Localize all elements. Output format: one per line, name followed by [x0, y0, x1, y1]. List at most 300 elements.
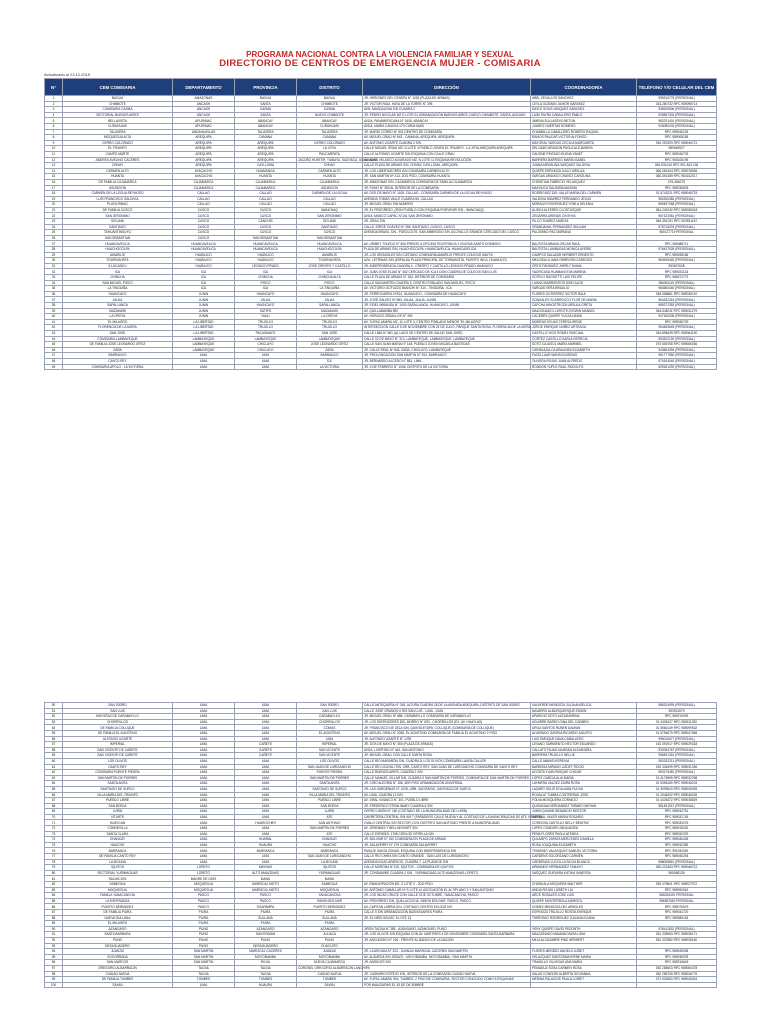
cell-district: JACOBO HUNTER, TIABAYA, SACHACA, UCHUMAYO	[298, 157, 378, 162]
cell-district: ICA	[297, 269, 363, 275]
cell-address: JR. CIRO ALEGRÍA N° 156, 3ER PISO URBANIZACIÓN UNIVERSAL	[363, 781, 531, 787]
cell-cem: FLORENCIA DE LA MORA	[63, 325, 173, 331]
cell-department: LIMA	[173, 809, 235, 815]
cell-province: ABANCAY	[235, 118, 297, 124]
cell-department: PASCO	[173, 898, 235, 904]
cell-coordinator: NAVARRO ALBURQUERQUE EDWIN	[531, 708, 637, 714]
cell-department: AREQUIPA	[173, 163, 235, 169]
cell-cem: IQUITOS	[63, 865, 173, 871]
cell-number: 47	[45, 353, 63, 359]
cell-district: TALAVERA	[297, 129, 363, 135]
cell-province: HUAURA	[235, 982, 297, 988]
cell-cem: JAUJA	[63, 297, 173, 303]
cell-coordinator: SOTELO RAGGETTI LUIS FELIPE	[531, 275, 637, 281]
cell-district: BARRANCA	[297, 848, 363, 854]
cell-district: JOSE LEONARDO ORTIZ	[297, 342, 363, 348]
cell-coordinator: MALDONADO LLEROTEJ EDWIN MANUEL	[531, 308, 637, 314]
cell-coordinator: JIMENA SULLASEVO BETUN	[531, 118, 637, 124]
cell-province: HUANCAYO	[235, 291, 297, 297]
cell-phone: RPC 989015152	[637, 826, 717, 832]
cell-number: 49	[45, 364, 63, 370]
cell-cem: SAN JERONIMO	[63, 213, 173, 219]
cell-coordinator: ANDIA ROJAS LIZBETH LILI	[531, 887, 637, 893]
cell-coordinator: PEMADUZ SOSA CARMEN ROSA	[531, 965, 637, 971]
cell-address: JR. MIGUEL GRAU CON CALLE SANTA ROSA	[363, 753, 531, 759]
cell-number: 88	[45, 915, 63, 921]
cell-district: PUEBLO LIBRE	[297, 798, 363, 804]
cell-cem: EL MILAGRO	[63, 921, 173, 927]
cell-province: LIMA	[235, 826, 297, 832]
cell-district: SAN ISIDRO	[297, 703, 363, 709]
cell-coordinator: MAYORAL VARGAS CECILIA MARGARITA	[531, 140, 637, 146]
directory-table-page-1	[44, 78, 717, 370]
cell-phone: 052 286603 RPC 989084478	[637, 965, 717, 971]
cell-coordinator: PILCO SUÁREZ MARIZA	[531, 219, 637, 225]
cell-number: 18	[45, 191, 63, 197]
cell-district: CORONEL GREGORIO ALBARRACIN LANCHIPA	[298, 966, 370, 971]
cell-department: AMAZONAS	[173, 96, 235, 102]
cell-department: HUÁNUCO	[173, 263, 235, 269]
cell-cem: JUANJUI	[63, 949, 173, 955]
cell-number: 87	[45, 909, 63, 915]
cell-department: JUNIN	[173, 308, 235, 314]
cell-address: AV. JUAN VELASCO ALVARADO MZ. N LOTE 11 ESQUINA REVOLUCION	[363, 157, 531, 163]
cell-cem: SAN MARCOS	[63, 960, 173, 966]
cell-district: HUANCAYO	[297, 291, 363, 297]
cell-province: SAN SEBASTIAN	[235, 235, 297, 241]
cell-district: CAMANA	[297, 135, 363, 141]
cell-address: JR. LOS OLIVOS S/N ESQUINA CON AV. MÁRTIRES 4 DE NOVIEMBRE COMISARÍA SANTA BARBARA	[363, 932, 531, 938]
cell-province: CALLAO	[235, 202, 297, 208]
cell-number: 57	[45, 742, 63, 748]
cell-address: PASAJE SANTA ZONAS, ESQUINA CON INDEPENDENCIA S/N	[363, 848, 531, 854]
cell-coordinator: ALVARADO GAVIRIA RICARDO AGUSTO	[531, 730, 637, 736]
cell-cem: AMARILIS	[63, 252, 173, 258]
cell-coordinator: ACOSTA YUAN PASQUE CHICAR	[531, 770, 637, 776]
cell-phone: 051 337882 RPC 989036160	[637, 937, 717, 943]
cell-cem: PLAYA RIMAC	[63, 202, 173, 208]
cell-cem: SALVACION	[63, 876, 173, 882]
cell-phone: 076-366279	[637, 179, 717, 185]
cell-district: BAGUA	[297, 96, 363, 102]
cell-province: MARISCAL NIETO	[235, 887, 297, 893]
cell-number: 33	[45, 275, 63, 281]
cell-province: MOYOBAMBA	[235, 954, 297, 960]
cell-address: JR. SAN MARTÍN Nº 413, 2DO PISO, COMISARÍA HUANTA	[363, 174, 531, 180]
cell-number: 45	[45, 342, 63, 348]
cell-address: JR. BERNARDO ALCEDO N° 881, LIMA	[363, 358, 531, 364]
cell-address: CALLE ALFONSO UGARTE S/N ESQUINA CON CALLE GRAU	[363, 151, 531, 157]
cell-district: NUEVA CAJAMARCA	[297, 960, 363, 966]
cell-phone: 051 335963 RPC 989036171	[637, 932, 717, 938]
cell-cem: ICA	[63, 269, 173, 275]
cell-coordinator: VARGAS ARANGO CHAVEZ CAROLINA	[531, 174, 637, 180]
cell-department: PASCO	[173, 893, 235, 899]
cell-district: CALLAO	[297, 196, 363, 202]
cell-department: ANCASH	[173, 112, 235, 118]
cell-number: 66	[45, 792, 63, 798]
cell-cem: SECTORIAL BUENOS AIRES	[63, 112, 173, 118]
cell-department: CUSCO	[173, 230, 235, 236]
cell-coordinator: URGA SANTOS RUBEN DAMIAN	[531, 725, 637, 731]
cell-address: CALLE 02 DE MAYO N° 313, LAMBAYEQUE, LAMBAYEQUE, LAMBAYEQUE	[363, 336, 531, 342]
header-coordinator: COORDINADOR/A	[531, 79, 637, 96]
cell-province: CASMA	[235, 107, 297, 113]
cell-province: CHICLAYO	[235, 347, 297, 353]
cell-address: AV. VICTORIO GOTUZZO BIANCHI N° 310 - TINGUIÑA - ICA	[363, 286, 531, 292]
cell-cem: PUERTO BERMUDEZ	[63, 904, 173, 910]
cell-district: SAMEGUA	[297, 882, 363, 888]
cell-phone: RPC 989045938	[637, 949, 717, 955]
cell-phone: 995316775 (PERSONAL)	[637, 96, 717, 102]
cell-district: HUACHO	[297, 842, 363, 848]
cell-province: LIMA	[235, 730, 297, 736]
cell-cem: DE FAMILIA CUSCO	[63, 207, 173, 213]
table-body-page-2	[45, 703, 717, 988]
cell-province: LIMA	[235, 764, 297, 770]
cell-number: 46	[45, 347, 63, 353]
cell-address: AVDA. MARÍA CANCHA 170 CURAHUASI	[363, 123, 531, 129]
directory-table-page-2	[44, 702, 717, 988]
cell-address: JR. LA ARCADA N° 323 - JUANJUI MARISCAL CÁCERES SAN MARTÍN	[363, 949, 531, 955]
cell-number: 92	[45, 937, 63, 943]
cell-province: SULLANA	[235, 915, 297, 921]
cell-number: 8	[45, 135, 63, 141]
cell-district: BARRANCO	[297, 353, 363, 359]
cell-cem: SANTA CLARA	[63, 831, 173, 837]
cell-department: LIMA	[173, 730, 235, 736]
cell-coordinator: GRANDAHAL FERNANDEZ WILLIAM	[531, 224, 637, 230]
cell-province: LEONCIO PRADO	[235, 263, 297, 269]
cell-coordinator: FLORES GUTIERREZ VICTOR RAUL	[531, 291, 637, 297]
cell-coordinator: JUANA MEDALINA VASQUEZ VALDIVIA	[531, 163, 637, 169]
cell-district: ZAÑA	[297, 347, 363, 353]
cell-cem: HUANCAVELICA	[63, 241, 173, 247]
cell-district: MOQUEGUA	[297, 887, 363, 893]
cell-province: AZANGARO	[235, 926, 297, 932]
cell-phone: RPC 989008165	[637, 135, 717, 141]
cell-phone: 953322190 (PERSONAL)	[637, 336, 717, 342]
cell-province: JAUJA	[235, 297, 297, 303]
cell-province: AREQUIPA	[235, 157, 297, 163]
cell-district: SAN MARTIN DE PORRES	[297, 826, 363, 832]
cell-address: AV. ALAMEDA S/N, BRAZO - MOYOBAMBA, MOYOBAMBA - SAN MARTIN	[363, 954, 531, 960]
table-row	[45, 982, 717, 988]
cell-department: CUSCO	[173, 224, 235, 230]
cell-province: LIMA	[235, 358, 297, 364]
cell-cem: CONDEVILLA	[63, 826, 173, 832]
cell-address: JR. VICTOR RAUL HAYA DE LA TORRE N° 296	[363, 101, 531, 107]
cell-province: TRUJILLO	[235, 325, 297, 331]
cell-phone: RPC 986372773	[637, 275, 717, 281]
cell-coordinator: QUISPE ESPINOZA JULIO URSULA	[531, 168, 637, 174]
cell-province: LAMBAYEQUE	[235, 336, 297, 342]
cell-department: LIMA	[173, 820, 235, 826]
cell-number: 26	[45, 235, 63, 241]
cell-cem: LOS OLIVOS	[63, 758, 173, 764]
cell-department: HUÁNUCO	[173, 258, 235, 264]
cell-cem: ASUNCION	[63, 185, 173, 191]
cell-district: PIURA	[297, 921, 363, 927]
cell-phone	[637, 982, 717, 988]
cell-coordinator: ARCE ROSALES JOSE LUIS	[531, 893, 637, 899]
cell-district: WANCHAQ	[297, 207, 363, 213]
cell-province: CANCHIS	[235, 219, 297, 225]
cell-department: CAJAMARCA	[173, 185, 235, 191]
cell-province: TACNA	[235, 965, 297, 971]
cell-phone: 967323361 (PERSONAL)	[637, 213, 717, 219]
cell-phone: RPC 989031133	[637, 269, 717, 275]
cell-address: AV. TUPAC AMARU MZ. 11 LOTE 3, CENTRO POBLADO MENOR "EL MILAGRO"	[363, 319, 531, 325]
cell-department: AREQUIPA	[173, 151, 235, 157]
cell-address: JR. JOSÉ GÁLVEZ Nº 583, JAUJA, JAUJA, JUNÍN	[363, 297, 531, 303]
cell-phone: 066-281544 RPC 989078096	[637, 168, 717, 174]
cell-phone: 072 526363 RPC 989046334	[637, 977, 717, 983]
cell-coordinator: ARMANDO HERNANDEZ TAMAYO	[531, 865, 637, 871]
cell-phone: 968253491 PERSONAL	[637, 893, 717, 899]
cell-department: TUMBES	[173, 977, 235, 983]
cell-coordinator: QUIGANAA HERNANDEZ THBIMO NATHAN	[531, 803, 637, 809]
cell-province: TALAVERA	[235, 129, 297, 135]
cell-phone: RPC 989085118	[637, 915, 717, 921]
cell-phone: 951777960 (PERSONAL)	[637, 353, 717, 359]
table-body-page-1	[45, 96, 717, 370]
cell-department: ICA	[173, 280, 235, 286]
cell-district: LA TINGUIÑA	[297, 286, 363, 292]
cell-cem: SANTA ANITA	[63, 781, 173, 787]
cell-address: JR. LOS GIRASOLES S/N COSTADO COMISARÍA AMARILIS FRENTE COLEGIO MAYTA	[363, 252, 531, 258]
cell-department: JUNIN	[173, 297, 235, 303]
cell-address: CERRO UNIÓN N° 160 (COSTADO DE LA MUNICIPALIDAD DE LURIN)	[363, 809, 531, 815]
cell-number: 65	[45, 786, 63, 792]
cell-number: 54	[45, 725, 63, 731]
cell-address: JIRÓN TACNA N° 385 - AZÁNGARO, AZÁNGARO, PUNO	[363, 926, 531, 932]
cell-number: 100	[45, 982, 63, 988]
cell-number: 67	[45, 798, 63, 804]
cell-address: CALLE PLAZA DE ARMAS N° 183, INTERIOR DE COMISARÍA	[363, 275, 531, 281]
cell-province: LIMA	[235, 798, 297, 804]
cell-cem: TAHUANTINSUYO	[63, 230, 173, 236]
cell-number: 69	[45, 809, 63, 815]
cell-address: AV. CAPITAN LARRIA S/N, COSTADO CENTRO EDUCATIVO	[363, 904, 531, 910]
cell-district: CAJAMARCA	[297, 179, 363, 185]
cell-department: LIMA	[173, 848, 235, 854]
cell-province: AREQUIPA	[235, 151, 297, 157]
cell-address: JR. MIGUEL GRAU SIN NÚMERO	[363, 202, 531, 208]
cell-phone: 054 257693 RPC 989046721	[637, 140, 717, 146]
cell-province: PIURA	[235, 909, 297, 915]
cell-cem: VILLA MARIA DEL TRIUNFO	[63, 792, 173, 798]
cell-district: MAZAMARI	[297, 308, 363, 314]
cell-number: 19	[45, 196, 63, 202]
cell-district: SAN VICENTE	[297, 753, 363, 759]
cell-phone: 929181292 (PERSONAL)	[637, 364, 717, 370]
cell-phone: 953483649 (PERSONAL)	[637, 325, 717, 331]
cell-number: 84	[45, 893, 63, 899]
header-department: DEPARTAMENTO	[173, 79, 235, 96]
cell-coordinator: CÁRDENAS LUCCILLA SILVIA BLANCA	[531, 859, 637, 865]
cell-number: 56	[45, 736, 63, 742]
cell-district: SAN BORJA	[297, 803, 363, 809]
cell-department: PIURA	[173, 909, 235, 915]
cell-department: LIMA	[173, 758, 235, 764]
cell-province: HUAROCHIRI	[235, 820, 297, 826]
cell-district: SAYAN	[297, 982, 363, 988]
cell-number: 9	[45, 140, 63, 146]
header-province: PROVINCIA	[235, 79, 297, 96]
cell-cem: CURAHUASI	[63, 123, 173, 129]
cell-department: ANDAHUAYLAS	[173, 129, 235, 135]
cell-department: PIURA	[173, 921, 235, 927]
cell-province: PIURA	[235, 921, 297, 927]
cell-cem: DE FAMILIA CANTO REY	[63, 854, 173, 860]
cell-province: DESAGUADERO	[235, 943, 297, 949]
cell-number: 96	[45, 960, 63, 966]
cell-department: TACNA	[173, 971, 235, 977]
cell-cem: LURIN	[63, 809, 173, 815]
cell-phone: RPC 989032292	[637, 831, 717, 837]
cell-department: LIMA	[173, 714, 235, 720]
cell-cem: SAN ISIDRO	[63, 703, 173, 709]
cell-cem: COMISARIA LAMBAYEQUE	[63, 336, 173, 342]
cell-department: LIMA	[173, 814, 235, 820]
cell-department: LIMA	[173, 719, 235, 725]
cell-phone: 01 5794679 RPC 989047568	[637, 730, 717, 736]
cell-province: CAJAMARCA	[235, 179, 297, 185]
cell-address: AV. ANTONIO UGARTE CUADRA 2 S/N	[363, 140, 531, 146]
cell-department: LIMA	[173, 742, 235, 748]
cell-province: LIMA	[235, 814, 297, 820]
cell-cem: LA TINGUIÑA	[63, 286, 173, 292]
cell-number: 51	[45, 708, 63, 714]
cell-cem: CAMPO MARTE	[63, 151, 173, 157]
cell-phone: RPC 991934329	[637, 848, 717, 854]
cell-province: LIMA	[235, 792, 297, 798]
cell-address: JR. SALAVERRY N° 279 COMISARÍA SALAVERRY	[363, 842, 531, 848]
cell-coordinator: RONDON YUPLE RAUL RODOLFO	[531, 364, 637, 370]
cell-cem: SAPALLANGA	[63, 302, 173, 308]
cell-cem: SANTIAGO	[63, 224, 173, 230]
cell-phone: 952032211 (PERSONAL)	[637, 758, 717, 764]
cell-cem: DE FAMILIA JOSE LEONARDO ORTIZ	[63, 342, 173, 348]
cell-address: CALLE PLAZA DE ARMAS S/N, CHIVAY, CAYLLOMA, AREQUIPA	[363, 163, 531, 169]
cell-department: LIMA	[173, 708, 235, 714]
cell-province: TRUJILLO	[235, 319, 297, 325]
cell-coordinator: THREONIO RODRIGUEZ JULIANA ELIANA	[531, 915, 637, 921]
cell-province: PISCO	[235, 280, 297, 286]
cell-district: LA OROYA	[297, 314, 363, 320]
cell-cem: AZANGARO	[63, 926, 173, 932]
cell-address: POR INAUGURAR EL 30 DE DICIEMBRE	[363, 982, 531, 988]
cell-address: AV. LIMA, CUADRA 13 S/N	[363, 792, 531, 798]
cell-cem: SAN JOSE	[63, 330, 173, 336]
cell-number: 52	[45, 714, 63, 720]
cell-phone: 984560440 (PERSONAL)	[637, 286, 717, 292]
cell-district: CERRO COLORADO	[297, 140, 363, 146]
cell-coordinator: AGUIRRE BAREO GINA DEL CARMEN	[531, 719, 637, 725]
cell-department: CUSCO	[173, 219, 235, 225]
cell-department: LIMA	[173, 792, 235, 798]
cell-cem: SAN MIGUEL PISCO	[63, 280, 173, 286]
cell-phone: 983751401 (PERSONAL)	[637, 118, 717, 124]
cell-coordinator: CARHUAJULCA ARALINEA ELIZABETH	[531, 347, 637, 353]
cell-province: OXAPAMPA	[235, 904, 297, 910]
cell-number: 28	[45, 247, 63, 253]
cell-number: 76	[45, 848, 63, 854]
cell-cem: BAGUA	[63, 96, 173, 102]
cell-phone: 953912679	[637, 708, 717, 714]
cell-coordinator: SALAS CONDORI ALBERTA GIOVANNA	[531, 971, 637, 977]
table-row	[45, 364, 717, 370]
cell-department: LIMA	[173, 703, 235, 709]
cell-number: 36	[45, 291, 63, 297]
cell-department: LIMA	[173, 358, 235, 364]
cell-province: LIMA	[235, 758, 297, 764]
cell-province: ALTO AMAZONAS	[235, 870, 297, 876]
cell-province: CUSCO	[235, 207, 297, 213]
cell-department: PASCO	[173, 904, 235, 910]
cell-cem: MOQUEGUA	[63, 887, 173, 893]
cell-district: MANU	[297, 876, 363, 882]
cell-province: SAN ROMAN	[235, 932, 297, 938]
cell-district: SAN JOSE	[297, 330, 363, 336]
cell-address: AVDA. MANCO CAPAC N°161 SAN JERONIMO	[363, 213, 531, 219]
cell-department: LIMA	[173, 353, 235, 359]
cell-phone: 01 3999543 RPC 989040039	[637, 786, 717, 792]
cell-cem: COMISARIA PUENTE PIEDRA	[63, 770, 173, 776]
cell-cem: ALFONSO UGARTE	[63, 736, 173, 742]
cell-number: 20	[45, 202, 63, 208]
cell-phone: 986324993 (PERSONAL)	[637, 703, 717, 709]
cell-department: MADRE DE DIOS	[173, 876, 235, 882]
cell-department: PIURA	[173, 915, 235, 921]
cell-department: HUANCAVELICA	[173, 247, 235, 253]
cell-phone: RPC 989046254	[637, 854, 717, 860]
cell-coordinator: DELGADO ARAGON PAOLA ALEJANDRA	[531, 146, 637, 152]
cell-address: JR. FRANCISCO DE ZELA S/N, QUINTA ETAPA, COLLIQUE (COMISARÍA DE COLLIQUE)	[363, 725, 531, 731]
cell-district: SIMON BOLIVAR	[297, 898, 363, 904]
cell-department: LIMA	[173, 736, 235, 742]
cell-coordinator: BAUTISTA LUMBAGAS MONICA AYERIE	[531, 247, 637, 253]
cell-address: JR. INDEPENDENCIA CUADRA 4 - CRESPO Y CASTILLO-LEONCIO PRADO-HUÁNUCO	[363, 263, 531, 269]
cell-phone: RPC 989075579	[637, 904, 717, 910]
cell-address: JR. HEROINES DEL CENEPA N° 1026 (PLAZA DE ARMAS)	[363, 96, 531, 102]
cell-province: ABANCAY	[235, 123, 297, 129]
cell-number: 2	[45, 101, 63, 107]
cell-number: 41	[45, 319, 63, 325]
cell-cem: DESAGUADERO	[63, 943, 173, 949]
cell-district: SICUANI	[297, 219, 363, 225]
cell-department: LIMA	[173, 826, 235, 832]
cell-address: AVENIDA ELIAS APARICIO, CUADRA 7, LA PLANICIE S/N	[363, 859, 531, 865]
cell-coordinator: CACERES QUISPE YULSA NADIA	[531, 314, 637, 320]
cell-coordinator: VELAZQUEZ SANTOSMA IRENE MARIA	[531, 954, 637, 960]
cell-department: ANCASH	[173, 101, 235, 107]
cell-phone: 978716203 (PERSONAL)	[637, 224, 717, 230]
cell-phone: 989372353 (PERSONAL)	[637, 302, 717, 308]
cell-cem: PUEBLO LIBRE	[63, 798, 173, 804]
cell-address: CALLE LIMA N° 661 (AL LADO DE CENTRO DE SALUD SAN JOSÉ)	[363, 330, 531, 336]
cell-district: ATE	[297, 831, 363, 837]
cell-coordinator: RODRIGUEZ DEL VALLE MARIA DEL CARMEN	[531, 191, 637, 197]
cell-department: PUNO	[173, 943, 235, 949]
cell-province: CAÑETE	[235, 742, 297, 748]
cell-number: 22	[45, 213, 63, 219]
cell-department: LIMA	[173, 831, 235, 837]
cell-province: CAÑETE	[235, 747, 297, 753]
cell-district: IQUITOS	[297, 865, 363, 871]
cell-address: CALLE RIO CHIRA S/N CANTO GRANDE - SAN LUIS DE LURIGANCHO	[363, 854, 531, 860]
